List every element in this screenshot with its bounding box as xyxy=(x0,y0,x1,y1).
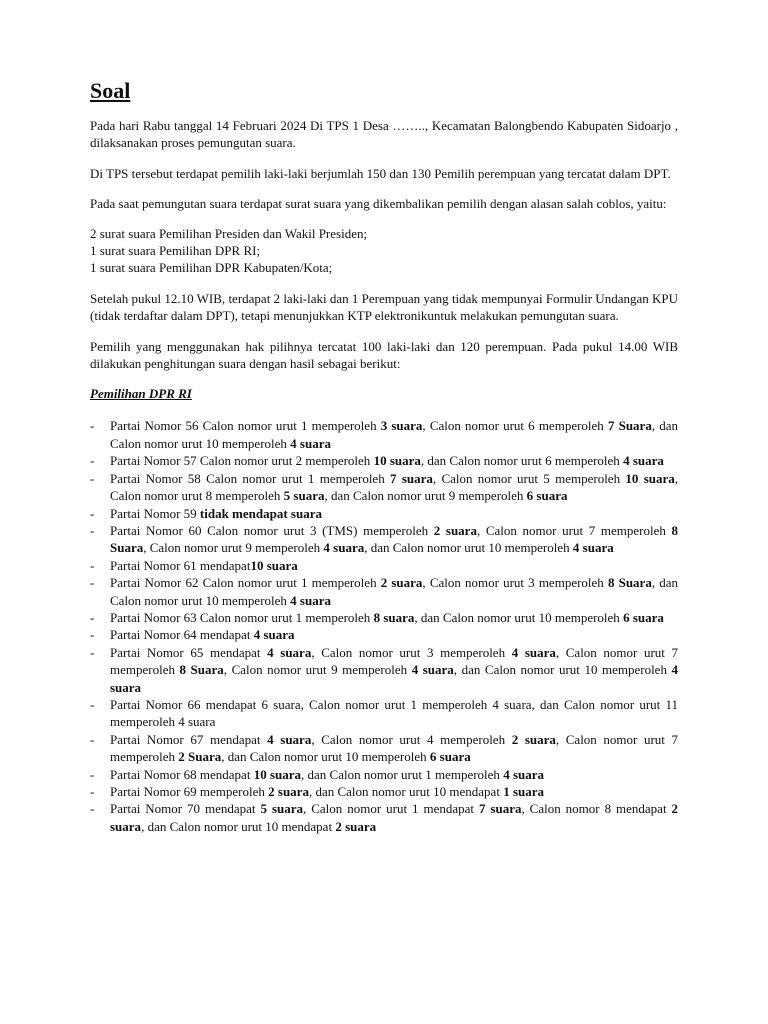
vote-count: 7 suara xyxy=(478,801,522,817)
bullet-dash: - xyxy=(90,609,95,625)
result-text: , dan Calon nomor urut 10 memperoleh xyxy=(364,540,573,556)
result-text: , dan Calon nomor urut 10 mendapat xyxy=(308,784,504,799)
result-text: , Calon nomor urut 7 memperoleh xyxy=(110,731,679,765)
bullet-dash: - xyxy=(90,644,95,660)
vote-count: 4 suara xyxy=(110,662,678,695)
bullet-dash: - xyxy=(90,784,95,799)
result-item xyxy=(90,644,678,696)
vote-count: 8 Suara xyxy=(607,575,652,591)
result-text: , dan Calon nomor urut 10 memperoleh xyxy=(221,749,430,765)
result-text: , Calon nomor urut 4 memperoleh xyxy=(311,731,512,747)
vote-count: 10 suara xyxy=(253,766,301,782)
result-text: Partai Nomor 58 Calon nomor urut 1 memperoleh xyxy=(110,470,391,486)
bullet-dash: - xyxy=(90,418,95,434)
result-text: , Calon nomor 8 mendapat xyxy=(521,801,672,817)
vote-count: 10 suara xyxy=(250,557,298,573)
result-text: Partai Nomor 67 mendapat xyxy=(110,731,268,747)
result-text: , Calon nomor urut 3 memperoleh xyxy=(311,644,512,660)
vote-count: 4 suara xyxy=(411,662,454,678)
result-text: , dan Calon nomor urut 10 memperoleh xyxy=(110,575,678,608)
result-item xyxy=(90,522,678,557)
bullet-dash: - xyxy=(90,470,95,486)
result-text: , Calon nomor urut 6 memperoleh xyxy=(422,418,608,434)
result-text: Partai Nomor 65 mendapat xyxy=(110,644,268,660)
result-text: , Calon nomor urut 7 memperoleh xyxy=(476,522,672,538)
vote-count: 3 suara xyxy=(380,418,423,434)
result-text: , dan Calon nomor urut 6 memperoleh xyxy=(420,453,624,469)
result-text: , Calon nomor urut 7 memperoleh xyxy=(110,644,679,678)
result-item xyxy=(90,557,678,574)
result-item xyxy=(90,609,678,626)
page-title: Soal xyxy=(90,78,131,103)
result-item xyxy=(90,800,678,835)
vote-count: 5 suara xyxy=(260,801,304,817)
result-text: , dan Calon nomor urut 10 memperoleh xyxy=(110,418,678,451)
result-item xyxy=(90,783,678,800)
result-item xyxy=(90,696,678,731)
vote-count: 4 suara xyxy=(290,435,331,451)
result-text: Partai Nomor 56 Calon nomor urut 1 memperoleh xyxy=(110,418,381,434)
result-text: , Calon nomor urut 9 memperoleh xyxy=(143,540,324,556)
result-text: , dan Calon nomor urut 10 mendapat xyxy=(141,818,336,834)
bullet-dash: - xyxy=(90,453,95,469)
result-text: , dan Calon nomor urut 9 memperoleh xyxy=(324,488,527,504)
returned-ballots-paragraph: Pada saat pemungutan suara terdapat surat suara yang dikembalikan pemilih dengan alasan salah coblos, yaitu: xyxy=(90,196,667,212)
returned-ballot-line: 1 surat suara Pemilihan DPR Kabupaten/Kota; xyxy=(90,260,333,276)
result-text: Partai Nomor 57 Calon nomor urut 2 memperoleh xyxy=(110,453,374,469)
vote-count: 2 suara xyxy=(433,522,477,538)
result-text: , Calon nomor urut 3 memperoleh xyxy=(422,575,608,591)
bullet-dash: - xyxy=(90,766,95,782)
result-item xyxy=(90,574,678,609)
turnout-paragraph: Pemilih yang menggunakan hak pilihnya tercatat 100 laki-laki dan 120 perempuan. Pada pukul 14.00 WIB dilakukan penghitungan suara dengan hasil sebagai berikut: xyxy=(90,338,678,372)
vote-count: 1 suara xyxy=(503,784,545,799)
bullet-dash: - xyxy=(90,522,95,538)
result-item xyxy=(90,626,678,643)
vote-count: 10 suara xyxy=(373,453,421,469)
vote-count: 4 suara xyxy=(267,644,312,660)
result-text: , Calon nomor urut 8 memperoleh xyxy=(110,470,679,504)
vote-count: 2 suara xyxy=(335,818,377,834)
vote-count: 10 suara xyxy=(625,470,675,486)
vote-count: 2 suara xyxy=(511,731,556,747)
result-text: , dan Calon nomor urut 1 memperoleh xyxy=(301,766,504,782)
vote-count: 6 suara xyxy=(623,609,664,625)
returned-ballot-line: 2 surat suara Pemilihan Presiden dan Wakil Presiden; xyxy=(90,225,368,241)
result-text: , Calon nomor urut 5 memperoleh xyxy=(432,470,626,486)
result-text: , Calon nomor urut 1 mendapat xyxy=(303,801,479,817)
bullet-dash: - xyxy=(90,505,95,521)
section-title: Pemilihan DPR RI xyxy=(90,386,192,402)
bullet-dash: - xyxy=(90,557,95,573)
result-item xyxy=(90,505,678,522)
vote-count: 4 suara xyxy=(503,766,544,782)
result-text: Partai Nomor 63 Calon nomor urut 1 memperoleh xyxy=(110,609,374,625)
voters-paragraph: Di TPS tersebut terdapat pemilih laki-laki berjumlah 150 dan 130 Pemilih perempuan yang tercatat dalam DPT. xyxy=(90,165,671,181)
vote-count: 4 suara xyxy=(267,731,312,747)
bullet-dash: - xyxy=(90,627,95,643)
result-text: , dan Calon nomor urut 10 memperoleh xyxy=(414,609,624,625)
vote-count: 7 Suara xyxy=(607,418,652,434)
result-text: Partai Nomor 64 mendapat xyxy=(110,627,254,643)
bullet-dash: - xyxy=(90,575,95,591)
result-item xyxy=(90,417,678,452)
result-text: Partai Nomor 59 xyxy=(110,505,200,521)
result-text: Partai Nomor 70 mendapat xyxy=(110,801,261,817)
result-item xyxy=(90,731,678,766)
result-text: , Calon nomor urut 9 memperoleh xyxy=(223,662,412,678)
vote-count: tidak mendapat suara xyxy=(199,505,322,521)
vote-count: 4 suara xyxy=(623,453,664,469)
result-text: Partai Nomor 69 memperoleh xyxy=(110,784,269,799)
vote-count: 2 suara xyxy=(380,575,423,591)
result-item xyxy=(90,452,678,469)
unregistered-voters-paragraph: Setelah pukul 12.10 WIB, terdapat 2 laki-laki dan 1 Perempuan yang tidak mempunyai Formulir Undangan KPU (tidak terdaftar dalam DPT), tetapi menunjukkan KTP elektronikuntuk melakukan pemungutan suara. xyxy=(90,290,678,324)
returned-ballots-list xyxy=(90,225,678,277)
vote-count: 4 suara xyxy=(323,540,365,556)
result-text: Partai Nomor 68 mendapat xyxy=(110,766,254,782)
result-item xyxy=(90,766,678,783)
results-list xyxy=(90,417,678,835)
vote-count: 6 suara xyxy=(526,488,568,504)
vote-count: 4 suara xyxy=(290,592,331,608)
result-text: Partai Nomor 60 Calon nomor urut 3 (TMS) memperoleh xyxy=(110,522,434,538)
result-item xyxy=(90,470,678,505)
document-body xyxy=(90,78,678,835)
vote-count: 8 Suara xyxy=(110,522,678,556)
vote-count: 2 suara xyxy=(110,801,679,834)
vote-count: 2 suara xyxy=(268,784,309,799)
result-text: Partai Nomor 66 mendapat 6 suara, Calon nomor urut 1 memperoleh 4 suara, dan Calon nomor urut 11 memperoleh 4 suara xyxy=(110,696,678,730)
vote-count: 6 suara xyxy=(429,749,471,765)
bullet-dash: - xyxy=(90,801,95,817)
result-text: , dan Calon nomor urut 10 memperoleh xyxy=(453,662,672,678)
vote-count: 2 Suara xyxy=(178,749,222,765)
bullet-dash: - xyxy=(90,731,95,747)
vote-count: 4 suara xyxy=(511,644,556,660)
vote-count: 8 suara xyxy=(373,609,415,625)
bullet-dash: - xyxy=(90,696,95,712)
result-text: Partai Nomor 62 Calon nomor urut 1 memperoleh xyxy=(110,575,381,591)
intro-paragraph: Pada hari Rabu tanggal 14 Februari 2024 Di TPS 1 Desa …….., Kecamatan Balongbendo Kabupaten Sidoarjo , dilaksanakan proses pemungutan suara. xyxy=(90,118,678,151)
vote-count: 4 suara xyxy=(253,627,295,643)
vote-count: 4 suara xyxy=(572,540,614,556)
vote-count: 5 suara xyxy=(283,488,325,504)
result-text: Partai Nomor 61 mendapat xyxy=(110,557,251,573)
vote-count: 8 Suara xyxy=(179,662,224,678)
vote-count: 7 suara xyxy=(390,470,433,486)
returned-ballot-line: 1 surat suara Pemilihan DPR RI; xyxy=(90,243,261,259)
